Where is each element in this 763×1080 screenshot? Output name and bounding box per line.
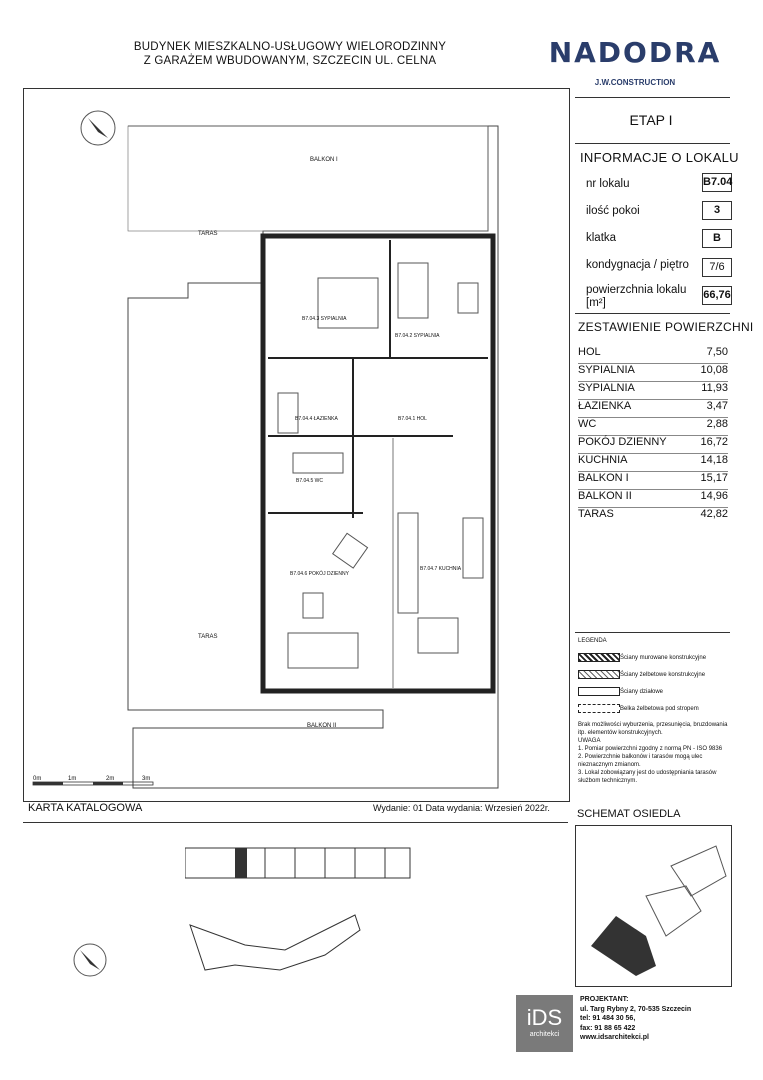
north-arrow-icon (81, 111, 115, 145)
floor-plan (23, 88, 568, 800)
hatch-light-icon (578, 670, 620, 679)
info-label: nr lokalu (586, 178, 630, 190)
note: UWAGA (578, 738, 601, 744)
areas-heading: ZESTAWIENIE POWIERZCHNI (578, 320, 754, 334)
empty-wall-icon (578, 687, 620, 696)
sidebar-divider (575, 97, 730, 98)
scale-bar (33, 782, 153, 785)
info-value: 7/6 (702, 258, 732, 277)
info-value: 66,76 (702, 286, 732, 305)
area-row (578, 364, 728, 382)
projektant-tel: tel: 91 484 30 56, (580, 1015, 636, 1022)
schemat-label: SCHEMAT OSIEDLA (577, 808, 681, 820)
area-name: BALKON I (578, 472, 629, 484)
area-name: WC (578, 418, 597, 430)
notes (578, 721, 728, 785)
title-line-2: Z GARAŻEM WBUDOWANYM, SZCZECIN UL. CELNA (143, 55, 437, 67)
area-value: 16,72 (700, 436, 728, 448)
room-label-pokoj: B7.04.6 POKÓJ DZIENNY (290, 571, 349, 577)
area-value: 11,93 (701, 382, 728, 394)
hatch-dense-icon (578, 653, 620, 662)
area-value: 2,88 (706, 418, 728, 430)
title-line-1: BUDYNEK MIESZKALNO-USŁUGOWY WIELORODZINNY (133, 41, 447, 53)
area-name: POKÓJ DZIENNY (578, 436, 667, 448)
area-row (578, 418, 728, 436)
info-label: klatka (586, 232, 617, 244)
legend-label: Ściany żelbetowe konstrukcyjne (620, 671, 706, 678)
wydanie-label: Wydanie: 01 Data wydania: Wrzesień 2022r. (373, 803, 550, 813)
area-value: 15,17 (700, 472, 728, 484)
etap-label: ETAP I (629, 112, 673, 128)
legend-item (578, 704, 730, 713)
info-value: B (702, 229, 732, 248)
label-balkon-2: BALKON II (307, 723, 337, 729)
dashed-beam-icon (578, 704, 620, 713)
room-label-wc: B7.04.5 WC (296, 478, 323, 484)
area-row (578, 400, 728, 418)
label-taras-bottom: TARAS (198, 634, 218, 640)
projektant-address: ul. Targ Rybny 2, 70-535 Szczecin (580, 1005, 692, 1013)
legend-item (578, 653, 730, 662)
area-value: 14,18 (700, 454, 728, 466)
building-key-plan (185, 838, 415, 890)
schemat-map (575, 825, 732, 987)
room-label-sypialnia-2: B7.04.2 SYPIALNIA (395, 333, 440, 339)
brand-logo-sub: J.W.CONSTRUCTION (594, 78, 676, 87)
legend-item (578, 670, 730, 679)
projektant-label: PROJEKTANT: (580, 996, 629, 1003)
room-label-kuchnia: B7.04.7 KUCHNIA (420, 566, 462, 572)
legend-heading: LEGENDA (578, 638, 607, 644)
info-value: 3 (702, 201, 732, 220)
scale-label-1: 1m (68, 776, 77, 782)
area-row (578, 490, 728, 508)
karta-label: KARTA KATALOGOWA (28, 802, 143, 814)
legend-label: Belka żelbetowa pod stropem (620, 705, 699, 712)
estate-key-plan (185, 910, 365, 980)
info-label: powierzchnia lokalu [m²] (586, 284, 687, 309)
note: 2. Powierzchnie balkonów i tarasów mogą ulec nieznacznym zmianom. (578, 754, 703, 768)
scale-label-3: 3m (142, 776, 151, 782)
room-label-hol: B7.04.1 HOL (398, 416, 427, 422)
area-name: ŁAZIENKA (578, 400, 632, 412)
projektant-fax: fax: 91 88 65 422 (580, 1024, 636, 1032)
area-row (578, 382, 728, 400)
info-value: B7.04 (702, 173, 732, 192)
label-balkon-1: BALKON I (310, 157, 338, 163)
ids-logo-text: iDS (526, 1005, 563, 1030)
sidebar-divider (575, 143, 730, 144)
projektant-www[interactable]: www.idsarchitekci.pl (580, 1034, 649, 1041)
ids-logo-sub: architekci (529, 1031, 560, 1038)
area-value: 3,47 (706, 400, 728, 412)
info-label: kondygnacja / piętro (586, 259, 689, 271)
area-name: TARAS (578, 508, 614, 520)
area-name: BALKON II (578, 490, 632, 502)
area-row (578, 472, 728, 490)
note: 3. Lokal zobowiązany jest do udostępniania tarasów służbom technicznym. (578, 770, 717, 784)
area-row (578, 508, 728, 525)
area-value: 42,82 (700, 508, 728, 520)
north-arrow-icon (70, 940, 110, 980)
note: 1. Pomiar powierzchni zgodny z normą PN - ISO 9836 (578, 746, 723, 752)
note: Brak możliwości wyburzenia, przesunięcia, bruzdowania itp. elementów konstrukcyjnych. (578, 722, 728, 736)
legend-label: Ściany działowe (620, 688, 664, 695)
project-title (70, 40, 510, 68)
legend-label: Ściany murowane konstrukcyjne (620, 654, 707, 661)
area-row (578, 454, 728, 472)
area-row (578, 436, 728, 454)
sidebar-divider (575, 313, 730, 314)
ids-logo (516, 995, 573, 1052)
footer-divider (23, 822, 568, 823)
area-value: 7,50 (706, 346, 728, 358)
info-label: ilość pokoi (586, 205, 640, 217)
scale-label-2: 2m (106, 776, 115, 782)
legend-item (578, 687, 730, 696)
area-name: HOL (578, 346, 601, 358)
label-taras-top: TARAS (198, 231, 218, 237)
area-value: 10,08 (700, 364, 728, 376)
balkon-1-area (128, 126, 488, 231)
area-name: SYPIALNIA (578, 382, 635, 394)
room-label-sypialnia-3: B7.04.3 SYPIALNIA (302, 316, 347, 322)
area-value: 14,96 (700, 490, 728, 502)
scale-label-0: 0m (33, 776, 42, 782)
room-label-lazienka: B7.04.4 ŁAZIENKA (295, 416, 338, 422)
area-row (578, 346, 728, 364)
brand-logo: NADODRA (548, 36, 722, 69)
projektant-block (580, 995, 740, 1043)
area-name: SYPIALNIA (578, 364, 635, 376)
legend (575, 632, 730, 805)
estate-site-map (576, 826, 731, 986)
info-heading: INFORMACJE O LOKALU (580, 150, 739, 165)
area-name: KUCHNIA (578, 454, 628, 466)
